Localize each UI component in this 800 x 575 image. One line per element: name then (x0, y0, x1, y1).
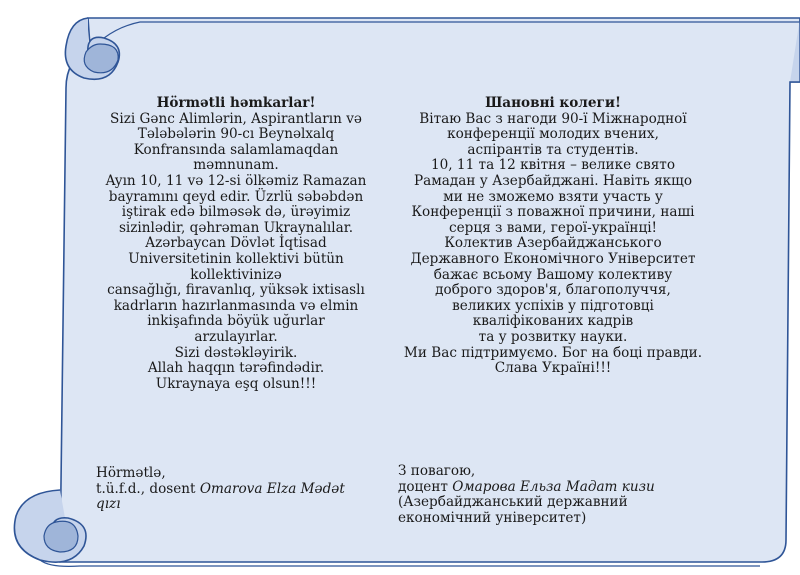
right-signature (398, 464, 708, 526)
left-line: kollektivinizə (190, 266, 282, 283)
left-signature-prefix: t.ü.f.d., dosent (96, 480, 200, 497)
left-line: arzulayırlar. (194, 328, 278, 345)
left-line: Ayın 10, 11 və 12-si ölkəmiz Ramazan (105, 172, 367, 189)
right-signature-prefix: доцент (398, 478, 453, 495)
left-line: Sizi Gənc Alimlərin, Aspirantların və (110, 110, 362, 127)
right-line: Рамадан у Азербайджані. Навіть якщо (413, 172, 693, 189)
right-affiliation-2: економічний університет) (398, 509, 587, 526)
right-line: кваліфікованих кадрів (472, 313, 634, 330)
right-line: ми не зможемо взяти участь у (443, 188, 663, 205)
ukrainian-letter (398, 96, 708, 377)
right-closing: З повагою, (398, 463, 476, 479)
left-signature-line (96, 482, 386, 498)
right-line: Державного Економічного Університет (410, 250, 696, 267)
right-line: Слава Україні!!! (494, 360, 612, 377)
right-body (398, 112, 708, 377)
left-line: Ukraynaya eşq olsun!!! (155, 375, 317, 392)
right-line: Конференції з поважної причини, наші (411, 204, 695, 221)
left-line: Tələbələrin 90-cı Beynəlxalq (137, 126, 335, 143)
left-title: Hörmətli həmkarlar! (156, 95, 316, 111)
left-line: Universitetinin kollektivi bütün (128, 250, 344, 267)
left-closing: Hörmətlə, (96, 465, 166, 481)
left-line: məmnunam. (193, 157, 279, 174)
right-line: конференції молодих вчених, (447, 126, 659, 143)
left-signature-name-cont: qızı (96, 496, 121, 513)
right-line: великих успіхів у підготовці (452, 297, 654, 314)
left-body (86, 112, 386, 393)
left-line: Allah haqqın tərəfindədir. (147, 360, 325, 377)
right-signature-name: Омарова Ельза Мадат кизи (452, 478, 655, 495)
left-line: sizinlədir, qəhrəman Ukraynalılar. (118, 219, 354, 236)
left-line: Sizi dəstəkləyirik. (174, 344, 298, 361)
right-line: бажає всьому Вашому колективу (433, 266, 673, 283)
right-affiliation-1: (Азербайджанський державний (398, 494, 628, 511)
right-line: Вітаю Вас з нагоди 90-ї Міжнародної (419, 110, 687, 127)
left-signature (96, 466, 386, 513)
left-line: bayramını qeyd edir. Üzrlü səbəbdən (108, 188, 364, 205)
right-line: Ми Вас підтримуємо. Бог на боці правди. (403, 344, 703, 361)
right-line: Колектив Азербайджанського (444, 235, 662, 252)
left-line: inkişafında böyük uğurlar (147, 313, 325, 330)
right-line: серця з вами, герої-українці! (448, 219, 658, 236)
right-line: аспірантів та студентів. (467, 141, 639, 158)
bottom-curl-inner (44, 521, 78, 552)
right-line: доброго здоров'я, благополуччя, (435, 282, 671, 299)
left-line: Azərbaycan Dövlət İqtisad (145, 235, 327, 252)
right-title: Шановні колеги! (485, 95, 621, 111)
azerbaijani-letter (86, 96, 386, 392)
left-signature-name: Omarova Elza Mədət (199, 480, 345, 497)
left-line: iştirak edə bilməsək də, ürəyimiz (121, 204, 351, 221)
left-line: Konfransında salamlamaqdan (133, 141, 339, 158)
left-signature-line-2 (96, 497, 386, 513)
left-line: cansağlığı, firavanlıq, yüksək ixtisaslı (107, 282, 365, 299)
top-curl-inner (84, 44, 118, 73)
right-line: 10, 11 та 12 квітня – велике свято (430, 157, 676, 174)
left-line: kadrların hazırlanmasında və elmin (113, 297, 359, 314)
right-signature-line (398, 480, 708, 496)
right-line: та у розвитку науки. (478, 328, 628, 345)
